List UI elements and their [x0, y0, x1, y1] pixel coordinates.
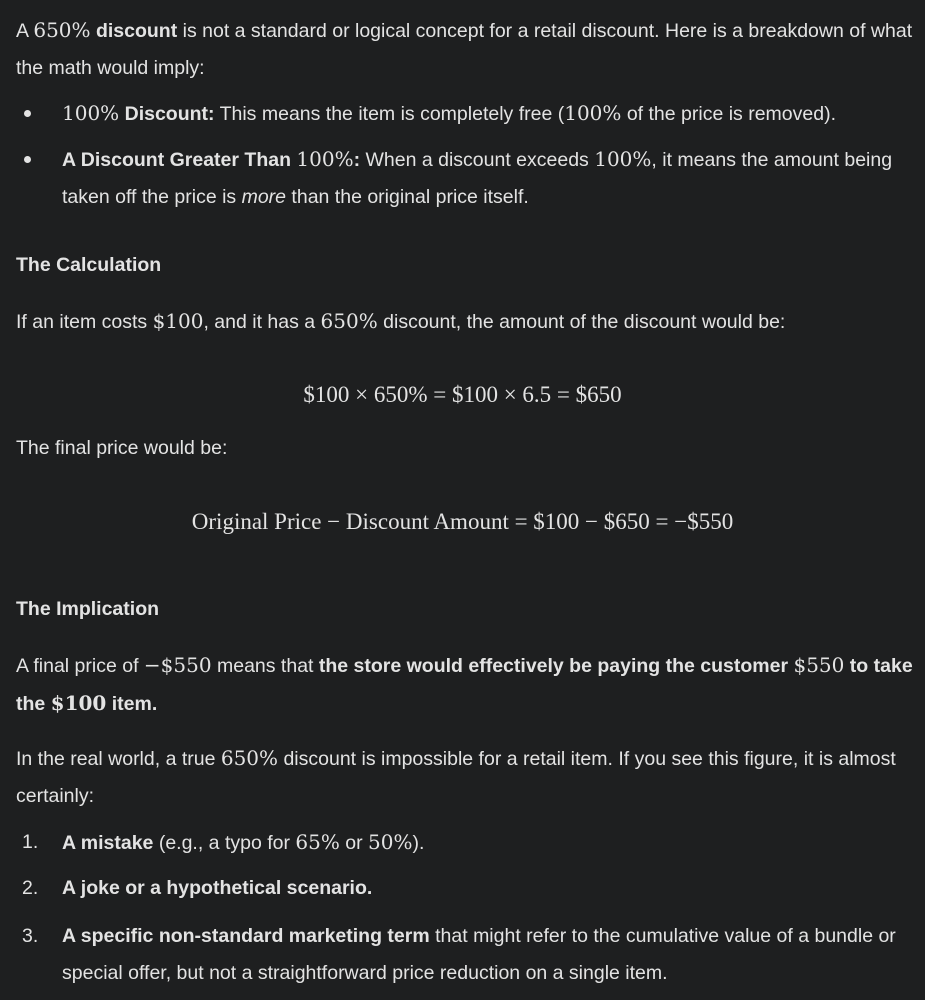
intro-paragraph: [16, 12, 921, 87]
equation-discount-amount: $100 × 650% = $100 × 6.5 = $650: [303, 382, 622, 407]
text: , and it has a: [203, 311, 321, 333]
text: , it means the amount being taken off the price is: [62, 149, 893, 208]
bold-text: discount: [95, 20, 178, 42]
bold-text: A specific non-standard marketing term: [62, 925, 430, 947]
bold-text: the store would effectively be paying the customer: [318, 655, 794, 677]
math-inline: 100%: [594, 147, 652, 171]
text: of the price is removed).: [621, 103, 836, 125]
bullet-dot-icon: [24, 156, 31, 163]
math-inline: −$550: [143, 653, 212, 677]
bold-text: item.: [106, 693, 158, 715]
math-inline: 650%: [320, 309, 378, 333]
math-inline: 650%: [33, 18, 91, 42]
text: (e.g., a typo for: [153, 832, 296, 854]
equation-final-price: Original Price − Discount Amount = $100 − $650 = −$550: [191, 509, 734, 534]
text: that might refer to the cumulative value of a bundle or special offer, but not a straightforward price reduction on a single item.: [62, 925, 896, 984]
text: or: [339, 832, 369, 854]
bold-text: A mistake: [62, 832, 154, 854]
text: discount, the amount of the discount would be:: [377, 311, 786, 333]
math-inline: 100%: [564, 101, 622, 125]
bold-text: :: [353, 149, 361, 171]
text: If an item costs: [16, 311, 153, 333]
heading-implication: The Implication: [16, 598, 160, 620]
text: A final price of: [16, 655, 144, 677]
math-inline: $100: [50, 691, 107, 715]
text: A: [16, 20, 34, 42]
text: than the original price itself.: [286, 186, 529, 208]
bold-text: Discount:: [119, 103, 215, 125]
math-inline: $550: [793, 653, 845, 677]
text: means that: [211, 655, 319, 677]
text: ).: [412, 832, 425, 854]
math-inline: $100: [152, 309, 204, 333]
final-price-text: The final price would be:: [16, 437, 228, 459]
calc-paragraph: [16, 303, 921, 341]
text: is not a standard or logical concept for a retail discount. Here is a breakdown of what the math would imply:: [16, 20, 913, 79]
text: This means the item is completely free (: [214, 103, 565, 125]
bold-text: A Discount Greater Than: [62, 149, 297, 171]
implication-paragraph: [16, 647, 921, 723]
heading-calculation: The Calculation: [16, 254, 162, 276]
real-world-paragraph: [16, 740, 921, 815]
bullet-dot-icon: [24, 110, 31, 117]
text: In the real world, a true: [16, 748, 221, 770]
math-inline: 50%: [368, 830, 413, 854]
list-number: 1.: [22, 831, 39, 853]
list-number: 2.: [22, 877, 39, 899]
text: When a discount exceeds: [360, 149, 595, 171]
math-inline: 65%: [295, 830, 340, 854]
math-inline: 100%: [62, 101, 120, 125]
text: discount is impossible for a retail item. If you see this figure, it is almost certainly:: [16, 748, 896, 807]
list-number: 3.: [22, 925, 39, 947]
bold-text: A joke or a hypothetical scenario.: [62, 877, 373, 899]
bold-text: to take the: [16, 655, 913, 715]
italic-text: more: [241, 186, 287, 208]
math-inline: 100%: [296, 147, 354, 171]
math-inline: 650%: [220, 746, 279, 770]
